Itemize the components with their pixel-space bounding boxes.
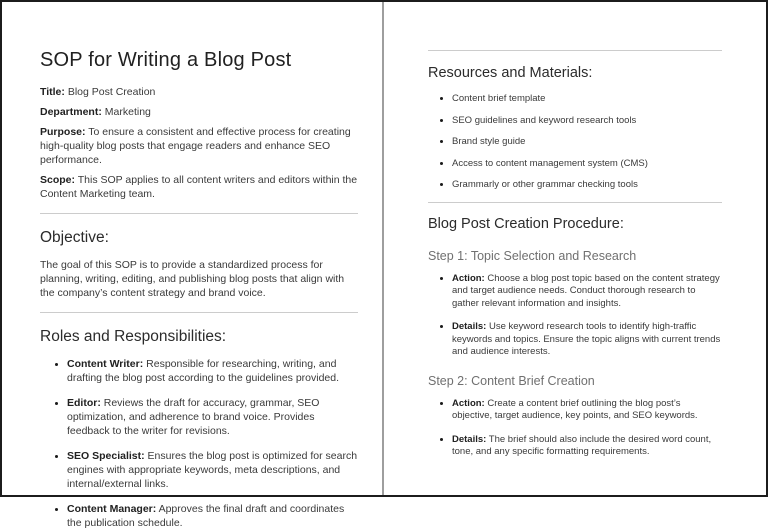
- list-item: [452, 397, 722, 423]
- page-1: [2, 2, 384, 529]
- bullet-text: Approves the final draft and coordinates the publication schedule.: [67, 503, 345, 529]
- field-purpose-value: To ensure a consistent and effective process for creating high-quality blog posts that engage readers and enhance SEO performance.: [40, 126, 351, 166]
- step-1-subheading: Step 1: Topic Selection and Research: [428, 248, 637, 263]
- bullet-label: Content Manager:: [67, 503, 157, 515]
- section-heading-objective: Objective:: [40, 229, 109, 246]
- list-item: [452, 114, 722, 128]
- list-item: [67, 449, 358, 491]
- list-item: [67, 357, 358, 385]
- list-item: [452, 320, 722, 359]
- bullet-text: Use keyword research tools to identify high-traffic keywords and topics. Ensure the topic aligns with current trends and audience interests.: [452, 321, 721, 357]
- list-item: [67, 502, 358, 530]
- section-divider: [40, 312, 358, 313]
- bullet-text: Choose a blog post topic based on the content strategy and target audience needs. Conduct thorough research to gather relevant information and insights.: [452, 272, 720, 309]
- objective-paragraph: The goal of this SOP is to provide a standardized process for planning, writing, editing, and publishing blog posts that align with the company’s content strategy and brand voice.: [40, 259, 345, 299]
- field-title-value: Blog Post Creation: [67, 86, 156, 98]
- bullet-text: Access to content management system (CMS): [452, 157, 648, 169]
- section-divider: [428, 50, 722, 51]
- step-1-list: [428, 272, 722, 359]
- list-item: [452, 272, 722, 311]
- step-2-subheading: Step 2: Content Brief Creation: [428, 373, 595, 388]
- bullet-text: The brief should also include the desired word count, tone, and any specific formatting requirements.: [452, 433, 712, 457]
- list-item: [452, 157, 722, 171]
- step-2-list: [428, 397, 722, 459]
- list-item: [452, 135, 722, 149]
- bullet-text: SEO guidelines and keyword research tools: [452, 114, 637, 126]
- field-title-label: Title:: [40, 86, 65, 98]
- bullet-label: Editor:: [67, 397, 101, 409]
- page-2: [384, 2, 766, 495]
- bullet-label: Action:: [452, 397, 485, 409]
- list-item: [452, 92, 722, 106]
- list-item: [452, 178, 722, 192]
- section-heading-resources: Resources and Materials:: [428, 65, 593, 81]
- bullet-label: Action:: [452, 272, 485, 284]
- bullet-text: Create a content brief outlining the blog post’s objective, target audience, key points, and SEO keywords.: [452, 397, 698, 421]
- bullet-text: Responsible for researching, writing, and drafting the blog post according to the guidelines provided.: [67, 358, 340, 384]
- field-department-label: Department:: [40, 106, 102, 118]
- section-divider: [428, 202, 722, 203]
- field-purpose-label: Purpose:: [40, 126, 86, 138]
- bullet-label: SEO Specialist:: [67, 450, 145, 462]
- list-item: [67, 396, 358, 438]
- field-title: [40, 85, 358, 99]
- section-divider: [40, 213, 358, 214]
- bullet-text: Ensures the blog post is optimized for search engines with appropriate keywords, meta descriptions, and internal/external links.: [67, 450, 358, 490]
- bullet-label: Details:: [452, 321, 487, 332]
- bullet-text: Content brief template: [452, 93, 546, 104]
- field-purpose: [40, 125, 358, 167]
- field-scope-value: This SOP applies to all content writers and editors within the Content Marketing team.: [40, 174, 358, 200]
- bullet-label: Details:: [452, 433, 487, 445]
- bullet-label: Content Writer:: [67, 358, 144, 370]
- field-scope-label: Scope:: [40, 174, 76, 186]
- document-title: SOP for Writing a Blog Post: [40, 49, 292, 71]
- list-item: [452, 433, 722, 459]
- resources-list: [428, 92, 722, 192]
- field-department: [40, 105, 358, 119]
- section-heading-procedure: Blog Post Creation Procedure:: [428, 215, 624, 232]
- bullet-text: Brand style guide: [452, 136, 526, 147]
- field-department-value: Marketing: [104, 106, 151, 118]
- bullet-text: Grammarly or other grammar checking tools: [452, 179, 638, 190]
- section-heading-roles: Roles and Responsibilities:: [40, 328, 227, 345]
- field-scope: [40, 173, 358, 201]
- bullet-text: Reviews the draft for accuracy, grammar, SEO optimization, and adherence to brand voice. Provides feedback to the writer for revisions.: [67, 397, 320, 437]
- roles-list: [40, 357, 358, 530]
